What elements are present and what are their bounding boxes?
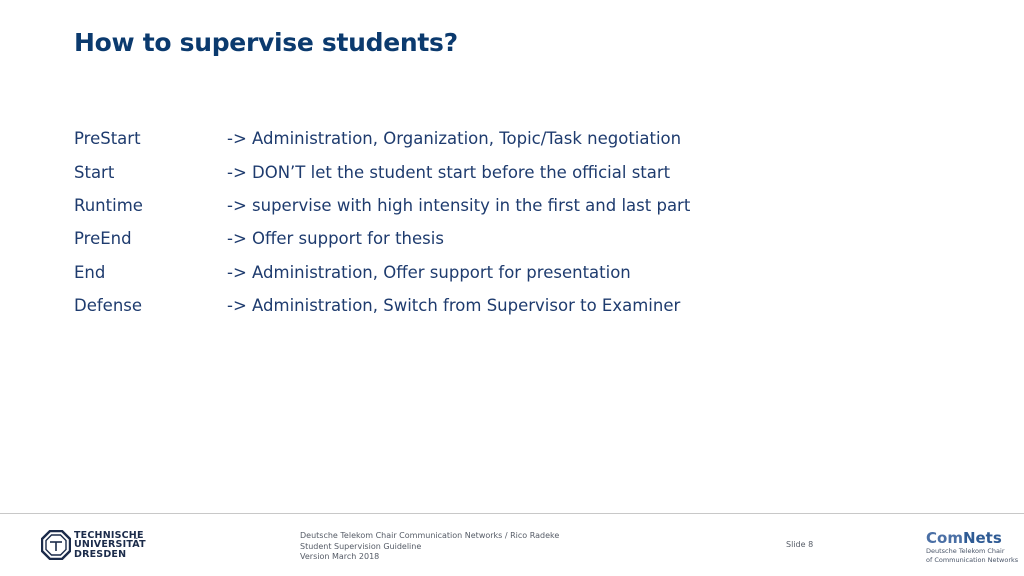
phase-name: End: [74, 262, 106, 282]
tud-seal-icon: [41, 530, 71, 560]
list-item: [74, 189, 690, 222]
phase-description: -> Administration, Offer support for presentation: [227, 262, 631, 282]
list-item: [74, 155, 690, 188]
list-item: [74, 289, 690, 322]
phase-description: -> supervise with high intensity in the first and last part: [227, 195, 691, 215]
phase-description: -> Administration, Organization, Topic/Task negotiation: [227, 129, 682, 149]
comnets-nets: Nets: [962, 529, 1002, 547]
tud-line: UNIVERSITÄT: [74, 539, 146, 551]
phase-description: -> Administration, Switch from Supervisor to Examiner: [227, 296, 681, 316]
tud-line: DRESDEN: [74, 548, 127, 560]
footer-version: Version March 2018: [300, 552, 380, 561]
list-item: [74, 222, 690, 255]
phase-description: -> Offer support for thesis: [227, 229, 444, 249]
tud-line: TECHNISCHE: [74, 529, 144, 541]
tud-wordmark: [74, 531, 146, 560]
phase-name: PreEnd: [74, 229, 132, 249]
footer-author: Deutsche Telekom Chair Communication Networks / Rico Radeke: [300, 531, 560, 540]
slide-title: How to supervise students?: [74, 28, 458, 57]
phase-description: -> DON’T let the student start before the official start: [227, 162, 671, 182]
comnets-wordmark: [926, 530, 1018, 546]
phase-name: Start: [74, 162, 115, 182]
comnets-subtitle: [926, 547, 1018, 564]
phase-list: [74, 122, 690, 322]
phase-name: Defense: [74, 296, 143, 316]
phase-name: PreStart: [74, 129, 141, 149]
phase-name: Runtime: [74, 195, 143, 215]
comnets-sub-line: Deutsche Telekom Chair: [926, 547, 1005, 555]
list-item: [74, 256, 690, 289]
slide-number: Slide 8: [786, 540, 814, 549]
comnets-com: Com: [926, 529, 963, 547]
list-item: [74, 122, 690, 155]
footer-info: [300, 531, 559, 563]
footer-document-title: Student Supervision Guideline: [300, 541, 422, 551]
comnets-sub-line: of Communication Networks: [926, 555, 1019, 564]
comnets-logo: [926, 530, 1018, 564]
footer-divider: [0, 513, 1024, 514]
tud-logo: [41, 530, 146, 560]
